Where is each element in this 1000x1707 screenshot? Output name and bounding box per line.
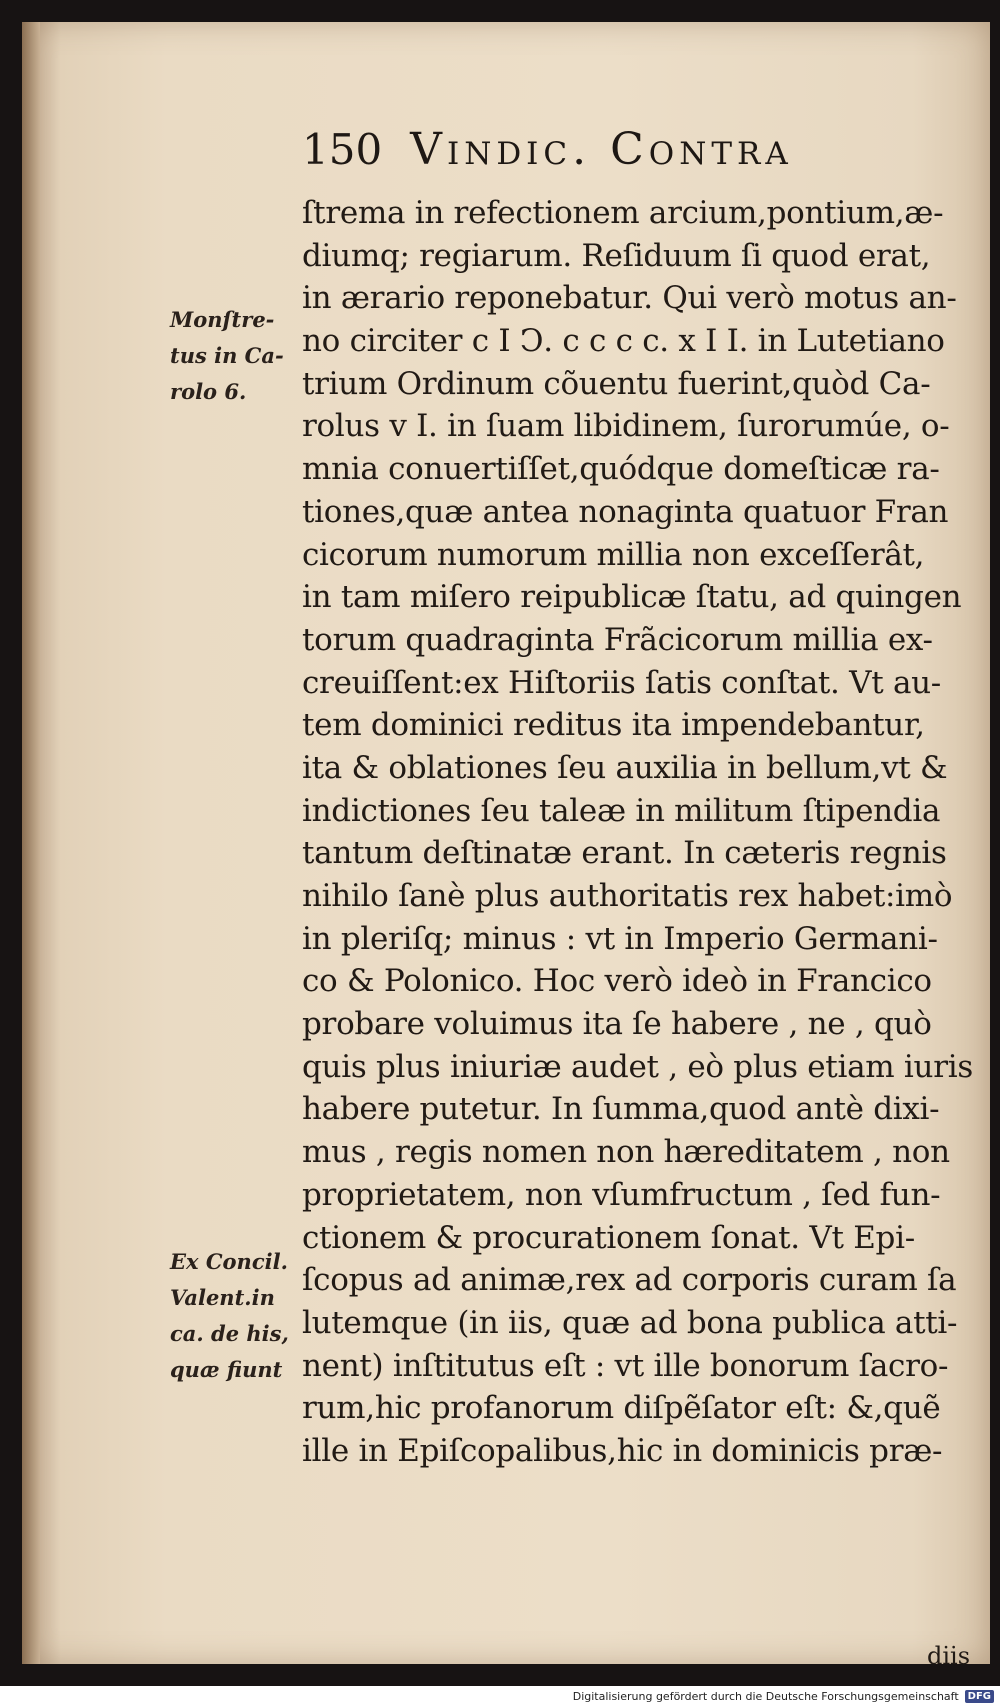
text-line: creuiſſent:ex Hiſtoriis ſatis conſtat. Vt au- [302, 664, 941, 701]
text-line: ſtrema in refectionem arcium,pontium,æ- [302, 195, 944, 231]
marginal-note-2 [170, 1244, 310, 1388]
text-line: co & Polonico. Hoc verò ideò in Francico [302, 963, 932, 1000]
page-header [302, 124, 932, 196]
text-line: nihilo ſanè plus authoritatis rex habet:imò [302, 878, 953, 914]
text-line: ita & oblationes ſeu auxilia in bellum,vt & [302, 749, 948, 786]
text-line: trium Ordinum cõuentu fuerint,quòd Ca- [302, 365, 931, 402]
text-line: tem dominici reditus ita impendebantur, [302, 707, 925, 744]
text-line: tiones,quæ antea nonaginta quatuor Fran [302, 493, 949, 530]
marginal-note-line: Monſtre- [170, 307, 275, 332]
text-line: diumq; regiarum. Reſiduum ſi quod erat, [302, 237, 931, 274]
marginal-note-1 [170, 302, 310, 410]
text-line: lutemque (in iis, quæ ad bona publica atti- [302, 1304, 958, 1341]
folio-number: 150 [302, 125, 383, 174]
text-line: habere putetur. In ſumma,quod antè dixi- [302, 1091, 940, 1128]
digitization-footer [0, 1686, 1000, 1707]
text-line: in ærario reponebatur. Qui verò motus an- [302, 280, 957, 317]
text-line: rolus v I. in ſuam libidinem, ſurorumúe, o- [302, 408, 950, 445]
text-line: tantum deſtinatæ erant. In cæteris regnis [302, 835, 947, 872]
text-line: no circiter c I Ↄ. c c c c. x I I. in Lutetiano [302, 323, 945, 360]
marginal-note-line: rolo 6. [170, 379, 247, 404]
text-line: in tam miſero reipublicæ ſtatu, ad quingen [302, 579, 962, 616]
text-line: rum,hic profanorum diſpẽſator eſt: &,quẽ [302, 1390, 941, 1427]
text-line: indictiones ſeu taleæ in militum ſtipendia [302, 792, 941, 829]
text-line: proprietatem, non vſumfructum , ſed fun- [302, 1176, 941, 1213]
marginal-note-line: tus in Ca- [170, 343, 284, 368]
body-text [302, 192, 992, 1473]
marginal-note-line: Ex Concil. [170, 1249, 288, 1274]
book-page [22, 22, 990, 1670]
text-line: probare voluimus ita ſe habere , ne , quò [302, 1006, 932, 1043]
catchword: diis [927, 1642, 971, 1670]
text-line: ille in Epiſcopalibus,hic in dominicis præ- [302, 1432, 943, 1469]
text-line: quis plus iniuriæ audet , eò plus etiam iuris [302, 1048, 973, 1085]
text-line: mnia conuertiſſet,quódque domeſticæ ra- [302, 451, 940, 488]
text-line: nent) inſtitutus eſt : vt ille bonorum ſacro- [302, 1347, 949, 1384]
funding-credit: Digitalisierung gefördert durch die Deutsche Forschungsgemeinschaft [572, 1690, 959, 1703]
marginal-note-line: quæ fiunt [170, 1357, 283, 1382]
text-line: in pleriſq; minus : vt in Imperio Germani- [302, 920, 938, 957]
marginal-note-line: ca. de his, [170, 1321, 289, 1346]
text-line: cicorum numorum millia non exceſſerât, [302, 536, 925, 573]
text-line: torum quadraginta Frãcicorum millia ex- [302, 621, 933, 658]
text-line: ſcopus ad animæ,rex ad corporis curam ſa [302, 1262, 957, 1299]
running-title: Vindic. Contra [410, 124, 793, 175]
text-line: mus , regis nomen non hæreditatem , non [302, 1134, 950, 1171]
marginal-note-line: Valent.in [170, 1285, 275, 1310]
text-line: ctionem & procurationem ſonat. Vt Epi- [302, 1219, 915, 1256]
page-binding-edge [22, 22, 40, 1664]
dfg-logo: DFG [965, 1690, 994, 1703]
